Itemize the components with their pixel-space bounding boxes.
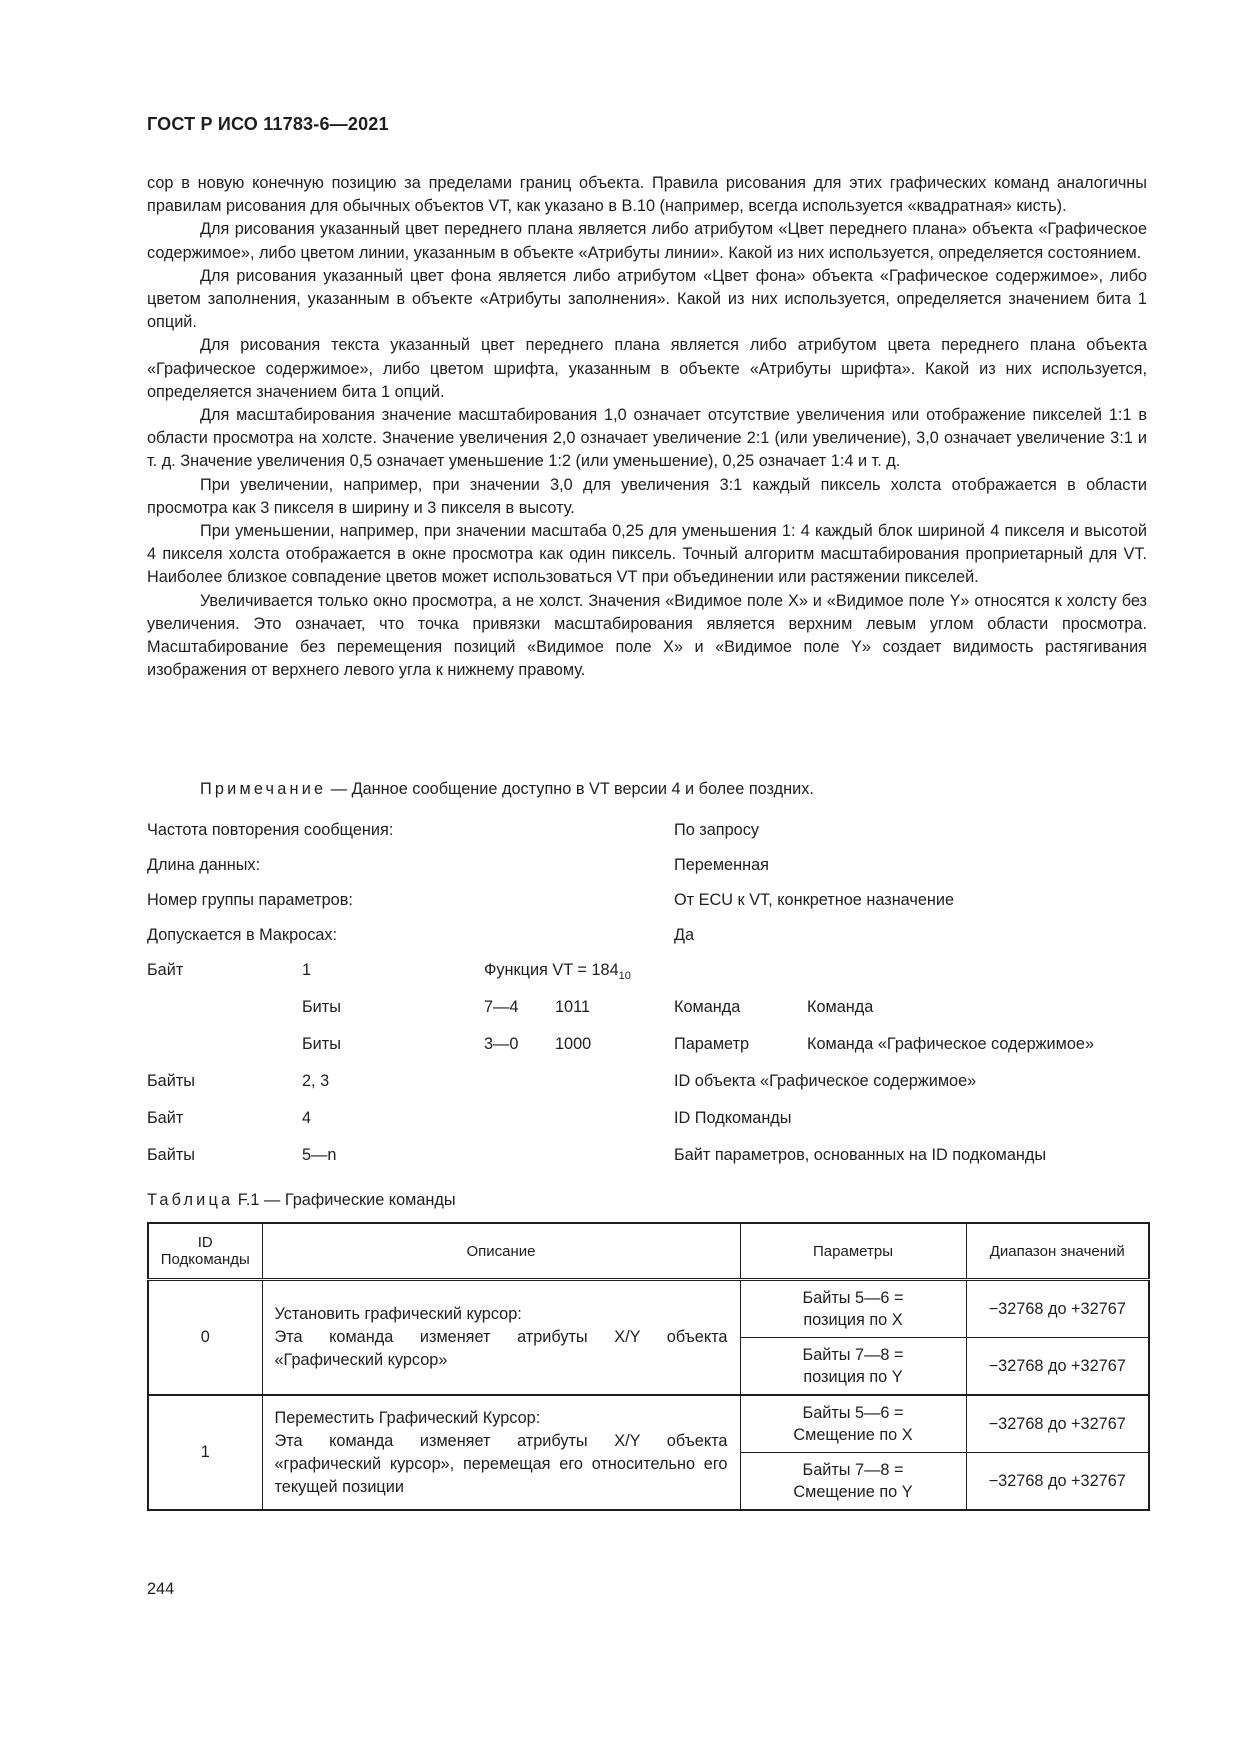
field-desc: Байт параметров, основанных на ID подкоманды — [674, 1146, 1047, 1164]
parameter — [740, 1280, 966, 1338]
parameter — [740, 1395, 966, 1453]
parameter-meaning: позиция по Y — [803, 1368, 903, 1386]
document-header: ГОСТ Р ИСО 11783-6—2021 — [147, 114, 389, 134]
value-range: −32768 до +32767 — [966, 1395, 1149, 1453]
paragraph: Для рисования указанный цвет переднего плана является либо атрибутом «Цвет переднего плана» объекта «Графическое содержимое», либо цветом линии, указанным в объекте «Атрибуты линии». Какой из них используется, определяется состоянием. — [147, 220, 1147, 262]
value-range: −32768 до +32767 — [966, 1453, 1149, 1511]
value-range: −32768 до +32767 — [966, 1280, 1149, 1338]
table-row — [148, 1395, 1149, 1453]
paragraph: Для рисования указанный цвет фона является либо атрибутом «Цвет фона» объекта «Графическое содержимое», либо цветом заполнения, указанным в объекте «Атрибуты заполнения». Какой из них используется, определяется значением бита 1 опций. — [147, 266, 1147, 332]
vt-function-base: 10 — [618, 970, 631, 982]
parameter-meaning: Смещение по Y — [793, 1483, 913, 1501]
meta-label: Частота повторения сообщения: — [147, 821, 394, 839]
description-body: Эта команда изменяет атрибуты X/Y объекта «Графический курсор» — [274, 1328, 728, 1369]
table-header-row — [148, 1223, 1149, 1280]
field-desc: ID объекта «Графическое содержимое» — [674, 1072, 977, 1090]
meta-label: Номер группы параметров: — [147, 891, 353, 909]
byte-number: 2, 3 — [302, 1072, 330, 1090]
note-label: Примечание — [200, 780, 327, 798]
parameter — [740, 1338, 966, 1396]
bits-value: 1011 — [555, 998, 591, 1016]
meta-value: Переменная — [674, 856, 769, 874]
parameter-bytes: Байты 5—6 = — [802, 1289, 904, 1307]
header-description: Описание — [262, 1223, 740, 1280]
table-caption — [147, 1191, 456, 1210]
description-title: Переместить Графический Курсор: — [274, 1408, 541, 1427]
byte-label: Байт — [147, 961, 184, 979]
header-id-line1: ID — [197, 1234, 213, 1251]
meta-value: По запросу — [674, 821, 760, 839]
vt-function — [484, 961, 631, 980]
header-range: Диапазон значений — [966, 1223, 1149, 1280]
paragraph: сор в новую конечную позицию за пределами границ объекта. Правила рисования для этих графических команд аналогичны правилам рисования для обычных объектов VT, как указано в B.10 (например, всегда используется «квадратная» кисть). — [147, 174, 1147, 216]
subcommand-id: 1 — [148, 1395, 262, 1510]
field-name: Команда — [674, 998, 741, 1016]
header-parameters: Параметры — [740, 1223, 966, 1280]
bits-label: Биты — [302, 1035, 341, 1053]
bits-range: 3—0 — [484, 1035, 519, 1053]
table-caption-text: F.1 — Графические команды — [233, 1191, 456, 1209]
field-name: Параметр — [674, 1035, 750, 1053]
paragraph: При уменьшении, например, при значении масштаба 0,25 для уменьшения 1: 4 каждый блок шириной 4 пикселя и высотой 4 пикселя холста отображается в окне просмотра как один пиксель. Точный алгоритм масштабирования проприетарный для VT. Наиболее близкое совпадение цветов может использоваться VT при объединении или растяжении пикселей. — [147, 522, 1147, 587]
bits-value: 1000 — [555, 1035, 592, 1053]
page-number: 244 — [147, 1580, 175, 1598]
parameter-meaning: Смещение по X — [793, 1426, 913, 1444]
byte-number: 4 — [302, 1109, 312, 1127]
table-row — [148, 1280, 1149, 1338]
header-id-line2: Подкоманды — [160, 1251, 250, 1268]
byte-number: 5—n — [302, 1146, 337, 1164]
bits-label: Биты — [302, 998, 341, 1016]
byte-label: Байты — [147, 1072, 195, 1090]
parameter — [740, 1453, 966, 1511]
bits-range: 7—4 — [484, 998, 519, 1016]
paragraph: При увеличении, например, при значении 3,0 для увеличения 3:1 каждый пиксель холста отображается в области просмотра как 3 пикселя в ширину и 3 пикселя в высоту. — [147, 475, 1147, 517]
graphics-commands-table — [147, 1222, 1150, 1511]
note — [200, 780, 814, 799]
paragraph: Увеличивается только окно просмотра, а не холст. Значения «Видимое поле X» и «Видимое поле Y» относятся к холсту без увеличения. Это означает, что точка привязки масштабирования является верхним левым углом области просмотра. Масштабирование без перемещения позиций «Видимое поле X» и «Видимое поле Y» создает видимость растягивания изображения от верхнего левого угла к нижнему правому. — [147, 591, 1147, 680]
value-range: −32768 до +32767 — [966, 1338, 1149, 1396]
table-caption-label: Таблица — [147, 1191, 234, 1209]
meta-label: Допускается в Макросах: — [147, 926, 338, 944]
parameter-bytes: Байты 5—6 = — [802, 1404, 904, 1422]
field-desc: ID Подкоманды — [674, 1109, 792, 1127]
paragraph: Для масштабирования значение масштабирования 1,0 означает отсутствие увеличения или отображение пикселей 1:1 в области просмотра на холсте. Значение увеличения 2,0 означает увеличение 2:1 (или увеличение), 3,0 означает увеличение 3:1 и т. д. Значение увеличения 0,5 означает уменьшение 1:2 (или уменьшение), 0,25 означает 1:4 и т. д. — [147, 406, 1147, 471]
meta-label: Длина данных: — [147, 856, 261, 874]
paragraph: Для рисования текста указанный цвет переднего плана является либо атрибутом цвета переднего плана объекта «Графическое содержимое», либо цветом шрифта, указанным в объекте «Атрибуты шрифта». Какой из них используется, определяется значением бита 1 опций. — [147, 336, 1147, 401]
byte-label: Байт — [147, 1109, 184, 1127]
field-desc: Команда — [807, 998, 874, 1016]
body-text — [147, 172, 1147, 682]
subcommand-id: 0 — [148, 1280, 262, 1396]
meta-value: Да — [674, 926, 695, 944]
parameter-meaning: позиция по X — [803, 1311, 903, 1329]
byte-number: 1 — [302, 961, 312, 979]
subcommand-description — [262, 1395, 740, 1510]
field-desc: Команда «Графическое содержимое» — [807, 1035, 1095, 1053]
byte-label: Байты — [147, 1146, 195, 1164]
description-title: Установить графический курсор: — [274, 1305, 522, 1323]
vt-function-text: Функция VT = 184 — [484, 961, 619, 979]
note-text: — Данное сообщение доступно в VT версии 4 и более поздних. — [326, 780, 814, 798]
subcommand-description — [262, 1280, 740, 1396]
meta-value: От ECU к VT, конкретное назначение — [674, 891, 955, 909]
header-id — [148, 1223, 262, 1280]
description-body: Эта команда изменяет атрибуты X/Y объекта «графический курсор», перемещая его относительно его текущей позиции — [274, 1431, 728, 1496]
parameter-bytes: Байты 7—8 = — [802, 1346, 904, 1364]
parameter-bytes: Байты 7—8 = — [802, 1461, 904, 1479]
